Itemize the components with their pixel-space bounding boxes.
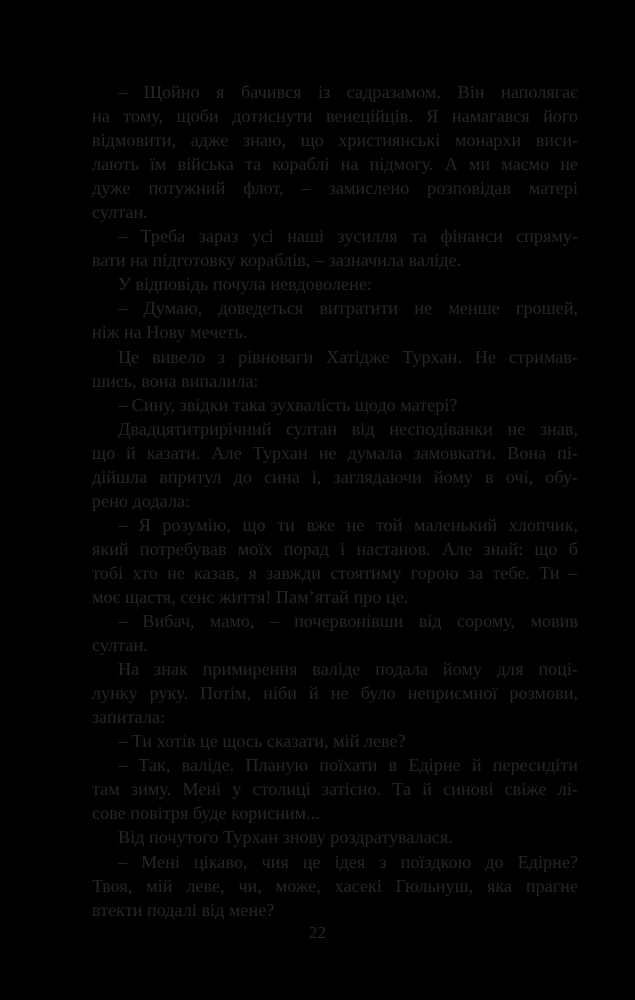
text-line: Від почутого Турхан знову роздратувалася. bbox=[118, 827, 453, 848]
text-line: – Так, валіде. Планую поїхати в Едірне й пересидіти bbox=[118, 755, 578, 776]
text-line: У відповідь почула невдоволене: bbox=[118, 274, 372, 295]
body-text bbox=[92, 80, 578, 922]
text-line: сове повітря буде корисним... bbox=[92, 803, 320, 824]
text-line: там зиму. Мені у столиці затісно. Та й синові свіже лі- bbox=[92, 779, 578, 800]
text-line: – Треба зараз усі наші зусилля та фінанси спряму- bbox=[118, 226, 578, 247]
text-line: – Мені цікаво, чия це ідея з поїздкою до Едірне? bbox=[118, 851, 578, 872]
text-line: тобі хто не казав, я завжди стоятиму горою за тебе. Ти – bbox=[92, 562, 578, 583]
text-line: султан. bbox=[92, 202, 148, 223]
text-line: лають їм війська та кораблі на підмогу. А ми маємо не bbox=[92, 154, 578, 175]
text-line: – Думаю, доведеться витратити не менше грошей, bbox=[118, 298, 578, 319]
text-line: дійшла впритул до сина і, заглядаючи йому в очі, обу- bbox=[92, 466, 578, 487]
text-line: – Я розумію, що ти вже не той маленький хлопчик, bbox=[118, 514, 578, 535]
text-line: що й казати. Але Турхан не думала замовкати. Вона пі- bbox=[92, 442, 578, 463]
text-line: який потребував моїх порад і настанов. Але знай: що б bbox=[92, 538, 578, 559]
page-number: 22 bbox=[309, 923, 326, 942]
text-line: лунку руку. Потім, ніби й не було неприємної розмови, bbox=[92, 683, 578, 704]
text-line: Це вивело з рівноваги Хатідже Турхан. Не стримав- bbox=[118, 346, 578, 367]
text-line: – Щойно я бачився із садразамом. Він наполягає bbox=[118, 82, 578, 102]
text-line: втекти подалі від мене? bbox=[92, 899, 275, 920]
text-line: – Ти хотів це щось сказати, мій леве? bbox=[118, 731, 406, 752]
text-line: моє щастя, сенс життя! Пам’ятай про це. bbox=[92, 586, 409, 607]
text-line: дуже потужний флот, – замислено розповідав матері bbox=[92, 178, 578, 199]
text-line: султан. bbox=[92, 635, 148, 656]
text-line: відмовити, адже знаю, що християнські монархи виси- bbox=[92, 130, 578, 151]
text-line: – Сину, звідки така зухвалість щодо матері? bbox=[118, 394, 458, 415]
text-line: на тому, щоби дотиснути венеційців. Я намагався його bbox=[92, 106, 578, 127]
text-line: – Вибач, мамо, – почервонівши від сорому, мовив bbox=[118, 611, 578, 632]
text-line: ніж на Нову мечеть. bbox=[92, 322, 248, 343]
text-line: шись, вона випалила: bbox=[92, 370, 259, 391]
text-line: Твоя, мій леве, чи, може, хасекі Гюльнуш, яка прагне bbox=[92, 875, 578, 896]
text-line: вати на підготовку кораблів, – зазначила валіде. bbox=[92, 250, 462, 271]
text-line: запитала: bbox=[92, 707, 166, 728]
text-line: рено додала: bbox=[92, 490, 191, 511]
text-line: Двадцятитрирічний султан від несподіванки не знав, bbox=[118, 418, 578, 439]
text-line: На знак примирення валіде подала йому для поці- bbox=[118, 659, 578, 680]
